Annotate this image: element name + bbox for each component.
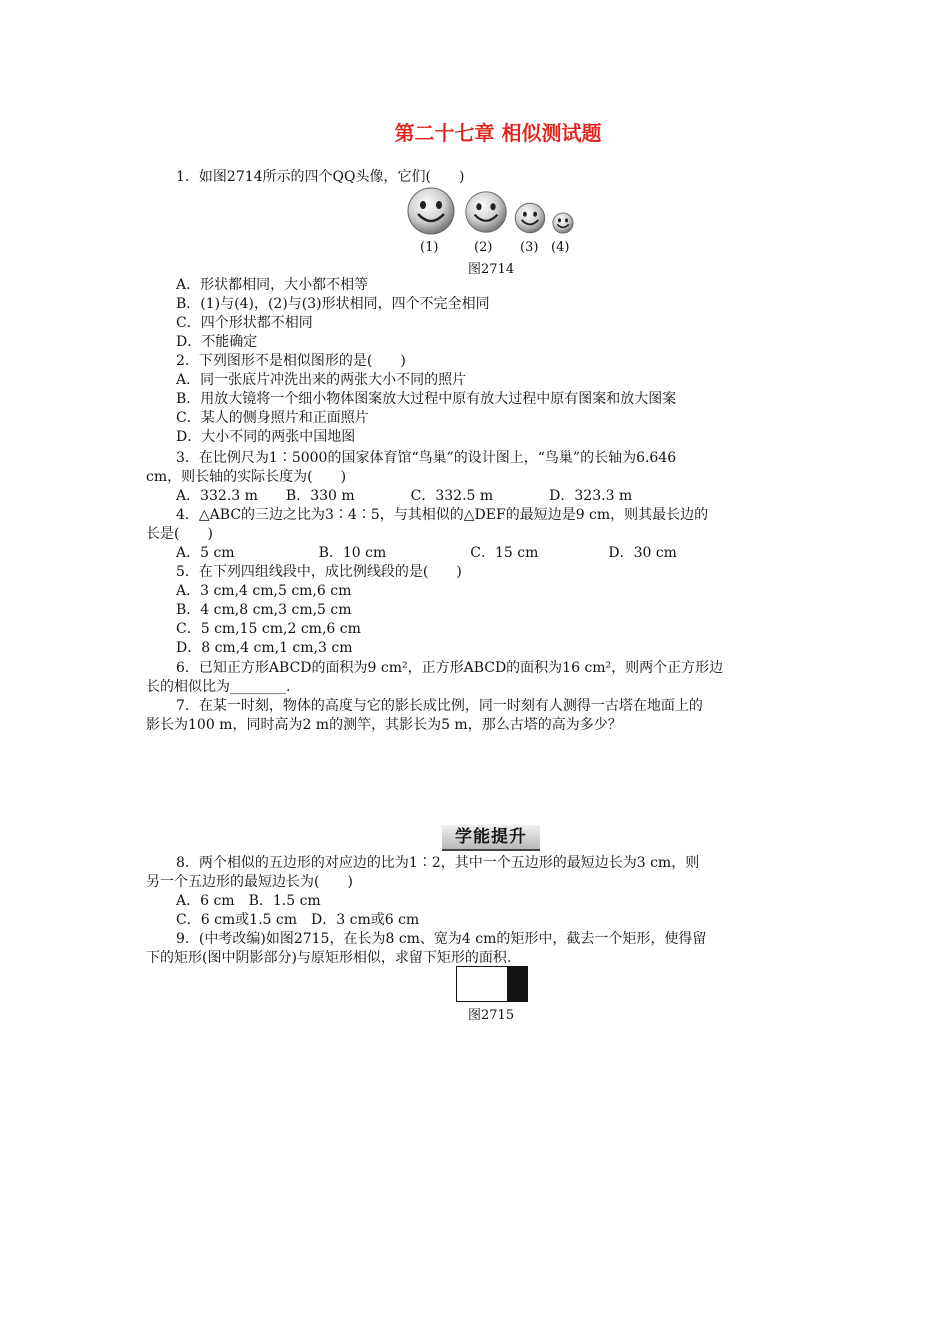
q5-stem: 5．在下列四组线段中，成比例线段的是( ) <box>176 564 462 580</box>
figure-label-3: (3) <box>520 240 539 255</box>
q2-option-d: D．大小不同的两张中国地图 <box>176 429 356 445</box>
figure-caption-2715: 图2715 <box>468 1008 515 1023</box>
smiley-face-1 <box>406 186 456 236</box>
smiley-face-4 <box>552 212 574 234</box>
q1-stem: 1．如图2714所示的四个QQ头像，它们( ) <box>176 169 465 185</box>
q1-option-b: B．(1)与(4)，(2)与(3)形状相同，四个不完全相同 <box>176 296 490 312</box>
q2-stem: 2．下列图形不是相似图形的是( ) <box>176 353 406 369</box>
q4-stem-line1: 4．△ABC的三边之比为3∶4∶5，与其相似的△DEF的最短边是9 cm，则其最长边的 <box>176 507 709 523</box>
q5-option-a: A．3 cm,4 cm,5 cm,6 cm <box>176 583 352 599</box>
q6-stem-line1: 6．已知正方形ABCD的面积为9 cm²，正方形ABCD的面积为16 cm²，则两个正方形边 <box>176 660 724 676</box>
figure-label-4: (4) <box>551 240 570 255</box>
q2-option-a: A．同一张底片冲洗出来的两张大小不同的照片 <box>176 372 467 388</box>
rectangle-figure <box>456 966 528 1002</box>
q5-option-d: D．8 cm,4 cm,1 cm,3 cm <box>176 640 353 656</box>
q8-options-line1: A．6 cm B．1.5 cm <box>176 893 321 909</box>
q3-options: A．332.3 m B．330 m C．332.5 m D．323.3 m <box>176 488 633 504</box>
q1-option-a: A．形状都相同，大小都不相等 <box>176 277 369 293</box>
smiley-face-2 <box>464 190 508 234</box>
figure-label-2: (2) <box>474 240 493 255</box>
q8-stem-line1: 8．两个相似的五边形的对应边的比为1∶2，其中一个五边形的最短边长为3 cm，则 <box>176 855 700 871</box>
section-heading: 学能提升 <box>442 825 540 851</box>
q2-option-b: B．用放大镜将一个细小物体图案放大过程中原有放大过程中原有图案和放大图案 <box>176 391 677 407</box>
q6-stem-line2: 长的相似比为________. <box>146 679 291 695</box>
q1-option-c: C．四个形状都不相同 <box>176 315 313 331</box>
q5-option-b: B．4 cm,8 cm,3 cm,5 cm <box>176 602 352 618</box>
q9-stem-line2: 下的矩形(图中阴影部分)与原矩形相似，求留下矩形的面积. <box>146 950 512 966</box>
shaded-rectangle <box>507 967 527 1001</box>
q8-stem-line2: 另一个五边形的最短边长为( ) <box>146 874 353 890</box>
smiley-face-3 <box>514 202 546 234</box>
q3-stem-line1: 3．在比例尺为1∶5000的国家体育馆“鸟巢”的设计图上，“鸟巢”的长轴为6.646 <box>176 450 677 466</box>
q2-option-c: C．某人的侧身照片和正面照片 <box>176 410 369 426</box>
figure-caption-2714: 图2714 <box>468 262 515 277</box>
q7-stem-line2: 影长为100 m，同时高为2 m的测竿，其影长为5 m，那么古塔的高为多少？ <box>146 717 622 733</box>
q7-stem-line1: 7．在某一时刻，物体的高度与它的影长成比例，同一时刻有人测得一古塔在地面上的 <box>176 698 703 714</box>
q3-stem-line2: cm，则长轴的实际长度为( ) <box>146 469 347 485</box>
figure-label-1: (1) <box>420 240 439 255</box>
q9-stem-line1: 9．(中考改编)如图2715，在长为8 cm、宽为4 cm的矩形中，截去一个矩形，使得留 <box>176 931 707 947</box>
q8-options-line2: C．6 cm或1.5 cm D．3 cm或6 cm <box>176 912 420 928</box>
q1-option-d: D．不能确定 <box>176 334 258 350</box>
qq-avatars-figure <box>406 186 596 238</box>
q5-option-c: C．5 cm,15 cm,2 cm,6 cm <box>176 621 361 637</box>
page-title: 第二十七章 相似测试题 <box>394 121 602 145</box>
q4-stem-line2: 长是( ) <box>146 526 213 542</box>
q4-options: A．5 cm B．10 cm C．15 cm D．30 cm <box>176 545 677 561</box>
